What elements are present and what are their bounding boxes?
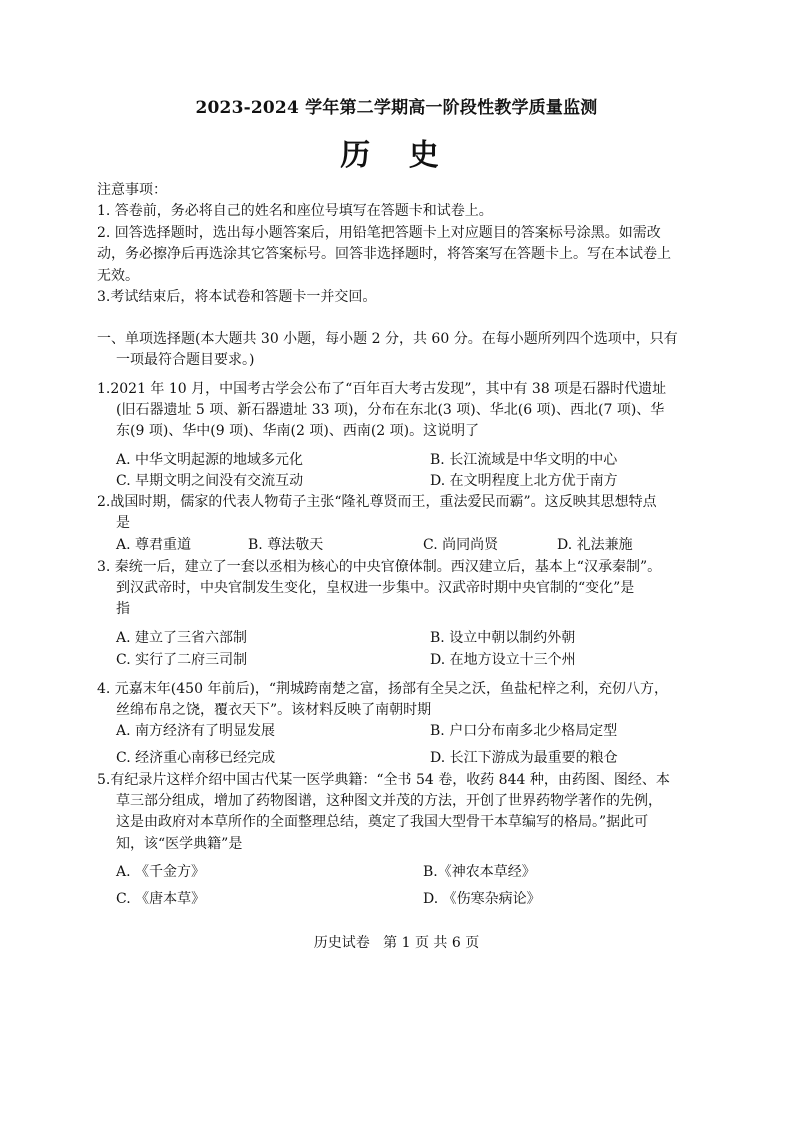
- notice-heading: 注意事项：: [97, 182, 167, 198]
- question-2-option-a: A. 尊君重道: [116, 537, 192, 553]
- notice-line: 动，务必擦净后再选涂其它答案标号。回答非选择题时，将答案写在答题卡上。写在本试卷上: [97, 246, 671, 262]
- section-heading-cont: 一项最符合题目要求。): [116, 352, 255, 368]
- question-2-stem: 是: [116, 515, 130, 531]
- question-5-stem: 这是由政府对本草所作的全面整理总结，奠定了我国大型骨干本草编写的格局。”据此可: [116, 814, 649, 830]
- question-1-option-a: A. 中华文明起源的地域多元化: [116, 452, 304, 468]
- question-4-option-b: B. 户口分布南多北少格局定型: [430, 723, 618, 739]
- question-2-stem: 2.战国时期，儒家的代表人物荀子主张“隆礼尊贤而王，重法爱民而霸”。这反映其思想特点: [97, 494, 657, 510]
- question-3-option-d: D. 在地方设立十三个州: [430, 652, 576, 668]
- question-1-option-b: B. 长江流域是中华文明的中心: [430, 452, 618, 468]
- question-5-stem: 5.有纪录片这样介绍中国古代某一医学典籍：“全书 54 卷，收药 844 种，由药图、图经、本: [97, 772, 670, 788]
- notice-line: 无效。: [97, 268, 139, 284]
- question-1-stem: 东(9 项)、华中(9 项)、华南(2 项)、西南(2 项)。这说明了: [116, 423, 480, 439]
- notice-line: 1. 答卷前，务必将自己的姓名和座位号填写在答题卡和试卷上。: [97, 203, 493, 219]
- question-4-option-a: A. 南方经济有了明显发展: [116, 723, 276, 739]
- notice-line: 3.考试结束后，将本试卷和答题卡一并交回。: [97, 289, 377, 305]
- page-footer: 历史试卷 第 1 页 共 6 页: [313, 935, 480, 951]
- question-3-stem: 到汉武帝时，中央官制发生变化，皇权进一步集中。汉武帝时期中央官制的“变化”是: [116, 580, 635, 596]
- question-1-stem: 1.2021 年 10 月，中国考古学会公布了“百年百大考古发现”，其中有 38 项是石器时代遗址: [97, 381, 667, 397]
- question-5-stem: 草三部分组成，增加了药物图谱，这种图文并茂的方法，开创了世界药物学著作的先例，: [116, 793, 662, 809]
- question-2-option-b: B. 尊法敬天: [248, 537, 324, 553]
- question-3-option-c: C. 实行了二府三司制: [116, 652, 248, 668]
- question-4-stem: 丝绵布帛之饶，覆衣天下”。该材料反映了南朝时期: [116, 702, 432, 718]
- question-5-option-c: C. 《唐本草》: [116, 891, 206, 907]
- question-3-option-a: A. 建立了三省六部制: [116, 630, 248, 646]
- question-4-option-c: C. 经济重心南移已经完成: [116, 750, 276, 766]
- question-4-stem: 4. 元嘉末年(450 年前后)，“荆城跨南楚之富，扬部有全吴之沃，鱼盐杞梓之利，充仞八方，: [97, 681, 669, 697]
- subject-title: 历 史: [340, 138, 453, 173]
- question-5-option-a: A. 《千金方》: [116, 864, 206, 880]
- question-2-option-d: D. 礼法兼施: [557, 537, 633, 553]
- question-5-option-d: D. 《伤寒杂病论》: [423, 891, 541, 907]
- question-3-stem: 3. 秦统一后，建立了一套以丞相为核心的中央官僚体制。西汉建立后，基本上“汉承秦制”。: [97, 559, 662, 575]
- question-3-option-b: B. 设立中朝以制约外朝: [430, 630, 576, 646]
- question-1-option-d: D. 在文明程度上北方优于南方: [430, 473, 618, 489]
- question-3-stem: 指: [116, 601, 130, 617]
- question-4-option-d: D. 长江下游成为最重要的粮仓: [430, 750, 618, 766]
- question-5-option-b: B.《神农本草经》: [423, 864, 536, 880]
- exam-title: 2023-2024 学年第二学期高一阶段性教学质量监测: [195, 98, 598, 118]
- section-heading: 一、单项选择题(本大题共 30 小题，每小题 2 分，共 60 分。在每小题所列四个选项中，只有: [97, 331, 678, 347]
- question-5-stem: 知，该“医学典籍”是: [116, 836, 243, 852]
- question-1-option-c: C. 早期文明之间没有交流互动: [116, 473, 304, 489]
- question-2-option-c: C. 尚同尚贤: [423, 537, 499, 553]
- notice-line: 2. 回答选择题时，选出每小题答案后，用铅笔把答题卡上对应题目的答案标号涂黑。如需改: [97, 225, 661, 241]
- question-1-stem: (旧石器遗址 5 项、新石器遗址 33 项)，分布在东北(3 项)、华北(6 项)、西北(7 项)、华: [116, 402, 665, 418]
